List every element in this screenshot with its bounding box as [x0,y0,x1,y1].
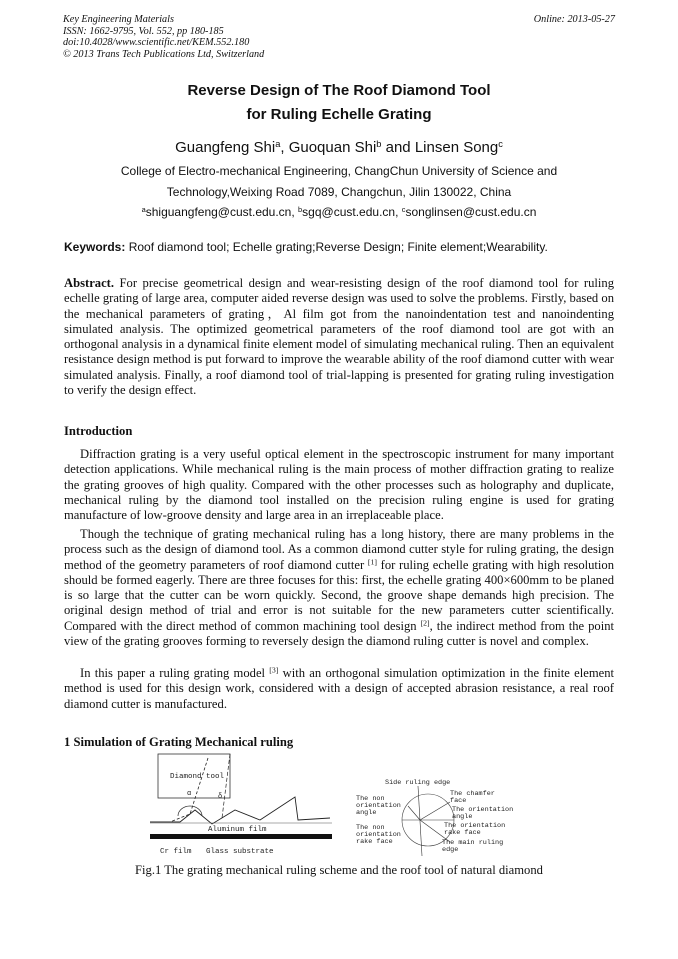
label-alpha: α [187,790,192,798]
introduction-heading: Introduction [64,424,133,438]
label-cr-film: Cr film [160,848,192,856]
orientation-line [420,802,450,820]
label-chamfer-face-1: The chamfer [450,790,495,798]
label-aluminum-film: Aluminum film [208,826,267,834]
paragraph-text: , the indirect method from the point view of the grating grooves forming to reversely design the diamond ruling cutter is novel and complex. [64,618,614,649]
author-separator: , [280,139,289,156]
label-orientation-angle-2: angle [452,813,473,821]
label-glass-substrate: Glass substrate [206,848,274,856]
email-separator: , [395,205,402,219]
paragraph-text: with an orthogonal simulation optimization in the finite element method is used for this design work, considered with a design of accepted abrasion resistance, a real roof diamond cutter is manufactured. [64,666,615,711]
paper-title-line-1: Reverse Design of The Roof Diamond Tool [187,82,491,99]
affiliation-line-1: College of Electro-mechanical Engineering, ChangChun University of Science and [120,164,558,178]
tool-axis-line [222,754,230,818]
author-name: Guoquan Shi [288,139,377,156]
label-chamfer-face-2: face [450,797,467,805]
email-mark: b [298,204,303,214]
keywords-label: Keywords: [64,240,126,254]
label-non-orientation-angle-2: orientation [356,802,401,810]
email-link[interactable]: sgq@cust.edu.cn [302,205,396,219]
keywords [64,240,548,254]
label-non-orientation-rake-1: The non [356,824,385,832]
label-orientation-rake-2: rake face [444,829,481,837]
journal-header [63,14,264,60]
grating-groove-profile [150,797,330,824]
label-diamond-tool: Diamond tool [170,773,225,781]
cr-film-layer [150,834,332,839]
introduction-paragraph-2 [64,527,614,649]
label-orientation-rake-1: The orientation [444,822,506,830]
section-1-heading: 1 Simulation of Grating Mechanical ruling [64,735,294,749]
introduction-paragraph-1: Diffraction grating is a very useful optical element in the spectroscopic instrument for many important detection applications. While mechanical ruling is the main process of mother diffraction grating to realize the grating grooves of high quality. Compared with the other processes such as holography and duplicate, mechanical ruling by the diamond tool installed on the precision ruling engine is used for grating manufacture of low-groove density and large area in an irreplaceable place. [64,447,614,523]
author-mark: c [498,138,503,149]
email-mark: c [401,204,406,214]
journal-issn: ISSN: 1662-9795, Vol. 552, pp 180-185 [63,25,224,37]
journal-doi[interactable]: doi:10.4028/www.scientific.net/KEM.552.180 [63,37,250,48]
abstract-label: Abstract. [64,276,115,290]
paragraph-text: for ruling echelle grating with high resolution should be formed eagerly. There are three focuses for this: first, the echelle grating 400×600mm to be planed is so large that the cutter can be worn quickly. Second, the groove shape demands high precision. The original design method of trial and error is not suitable for the new parameters cutter scientifically. Compared with the direct method of common machining tool design [64,557,615,633]
ruling-scheme-diagram [150,754,332,856]
label-delta: δ [218,793,223,801]
author-name: Linsen Song [414,139,499,156]
figure-1 [150,752,530,862]
figure-1-caption: Fig.1 The grating mechanical ruling scheme and the roof tool of natural diamond [135,863,543,877]
author-emails [0,205,678,219]
author-name: Guangfeng Shi [175,139,276,156]
introduction-paragraph-3 [64,666,614,712]
non-orientation-line [408,806,420,820]
affiliation-line-2: Technology,Weixing Road 7089, Changchun, Jilin 130022, China [166,185,512,199]
email-mark: a [141,204,146,214]
email-link[interactable]: songlinsen@cust.edu.cn [405,205,537,219]
label-non-orientation-rake-3: rake face [356,838,393,846]
email-separator: , [291,205,299,219]
paragraph-text: In this paper a ruling grating model [80,666,270,680]
label-non-orientation-rake-2: orientation [356,831,401,839]
label-non-orientation-angle-1: The non [356,795,385,803]
roof-tool-diagram [356,779,513,856]
author-mark: a [275,138,281,149]
label-orientation-angle-1: The orientation [452,806,514,814]
author-mark: b [376,138,382,149]
journal-name: Key Engineering Materials [63,14,174,25]
abstract-text: For precise geometrical design and wear-resisting design of the roof diamond tool for ruling echelle grating of large area, computer aided reverse design was used to solve the problems. Firstly, based on the mechanical parameters of grating，Al film got from the nanoindentation test and nanoindenting simulated analysis. The optimized geometrical parameters of the roof diamond tool are got with an orthogonal analysis in a dynamical finite element model of simulating mechanical ruling. Then an equivalent resistance design method is put forward to improve the wearable ability of the roof diamond cutter with wear simulated analysis. Finally, a roof diamond tool of trial-lapping is presented for grating ruling investigation to verify the design effect. [64,276,614,398]
paper-title-line-2: for Ruling Echelle Grating [246,106,432,123]
citation-ref[interactable]: [3] [269,665,279,675]
keywords-text: Roof diamond tool; Echelle grating;Reverse Design; Finite element;Wearability. [125,240,548,254]
citation-ref[interactable]: [1] [367,557,377,567]
email-link[interactable]: shiguangfeng@cust.edu.cn [145,205,292,219]
online-date: Online: 2013-05-27 [533,14,615,25]
label-main-ruling-edge-1: The main ruling [442,839,504,847]
label-main-ruling-edge-2: edge [442,846,459,854]
abstract [64,276,614,398]
label-side-ruling-edge: Side ruling edge [385,779,451,787]
author-list [0,139,678,156]
label-non-orientation-angle-3: angle [356,809,377,817]
citation-ref[interactable]: [2] [420,618,430,628]
journal-copyright: © 2013 Trans Tech Publications Ltd, Switzerland [63,48,265,60]
author-separator: and [381,139,415,156]
paragraph-text: Though the technique of grating mechanical ruling has a long history, there are many problems in the process such as the design of diamond tool. As a common diamond cutter style for ruling grating, the design method of the geometry parameters of roof diamond cutter [64,527,614,572]
